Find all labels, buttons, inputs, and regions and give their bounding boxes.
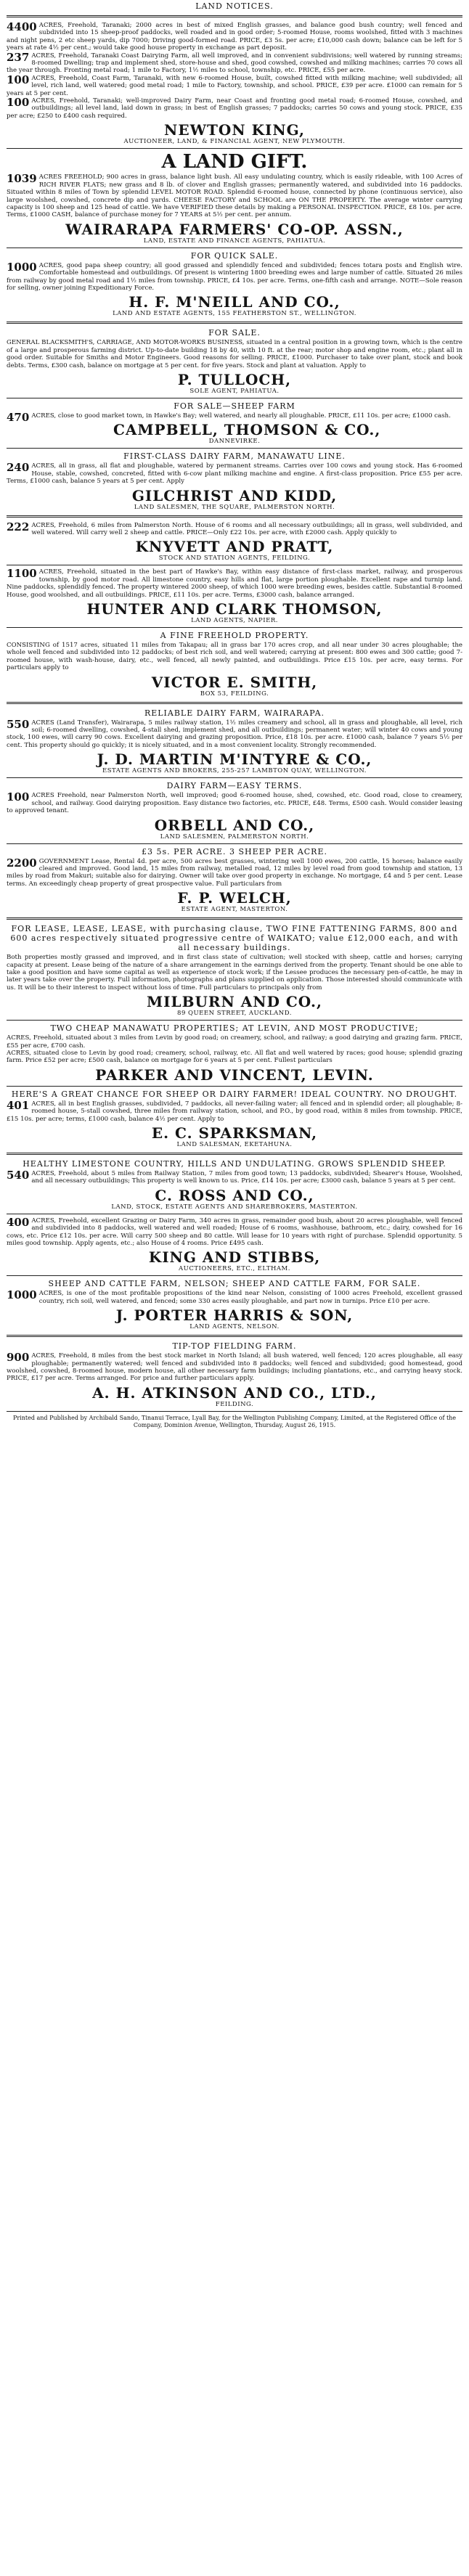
listing-text: ACRES, good papa sheep country; all good grassed and splendidly fenced and subdivided; fences totara posts and English wire. Comfortable homestead and outbuildings. Of present is wintering 1800 breeding ewes and large number of cattle. Situated 26 miles from railway by good metal road and 1½ miles from township. PRICE, £4 10s. per acre. Terms, one-fifth cash and arrange. NOTE—Sole reason for selling, owner joining Expeditionary Force. <box>7 261 462 292</box>
agent-address: LAND, STOCK, ESTATE AGENTS AND SHAREBROKERS, MASTERTON. <box>111 1203 358 1211</box>
ad-divider <box>7 627 462 628</box>
ad-orbell <box>7 777 462 840</box>
listing-text: CONSISTING of 1517 acres, situated 11 miles from Takapau; all in grass bar 170 acres crop, and all near under 30 acres ploughable; the whole well fenced and subdivided into 12 paddocks; of best rich soil, and well watered; carrying at present: 800 ewes and 300 cattle; good 7-roomed house, with wash-house, dairy, etc., well fenced, all newly painted, and outbuildings. Price £15 10s. per acre, easy terms. For particulars apply to <box>7 642 462 672</box>
listing-paragraph <box>7 954 462 991</box>
ad-hunter <box>7 565 462 624</box>
ad-divider <box>7 515 462 518</box>
listing-paragraph <box>7 568 462 599</box>
acreage-figure: 237 <box>7 50 30 64</box>
agent-name: NEWTON KING, <box>164 121 305 139</box>
agent-name: F. P. WELCH, <box>177 889 292 907</box>
listing-paragraph <box>7 1170 462 1185</box>
ad-sparksman <box>7 1086 462 1148</box>
agent-name: VICTOR E. SMITH, <box>151 673 318 691</box>
agent-address: LAND SALESMEN, THE SQUARE, PALMERSTON NORTH. <box>134 503 335 511</box>
ad-divider <box>7 1153 462 1155</box>
listing-text: ACRES Freehold, near Palmerston North, well improved; good 6-roomed house, shed, cowshed, etc. Good road, close to creamery, school, and railway. Good dairying proposition. Easy distance two factories, etc. PRICE, £48. Terms, £500 cash. Would consider leasing to approved tenant. <box>7 792 462 815</box>
ad-headline: A LAND GIFT. <box>161 151 308 173</box>
ad-parker <box>7 1020 462 1083</box>
agent-address: SOLE AGENT, PAHIATUA. <box>189 387 280 395</box>
agent-address: FEILDING. <box>215 1400 254 1408</box>
agent-name: HUNTER AND CLARK THOMSON, <box>86 600 383 618</box>
ad-divider <box>7 843 462 844</box>
agent-name: KNYVETT AND PRATT, <box>135 538 334 556</box>
listing-paragraph <box>7 462 462 485</box>
ad-king-stibbs <box>7 1214 462 1273</box>
listing-text: ACRES, Freehold, Taranaki Coast Dairying Farm, all well improved, and in convenient subdivisions; well watered by running streams; 8-roomed Dwelling; trap and implement shed, store-house and shed, good cowshed, cowshed and milking machines; carries 70 cows all the year through. Fronting metal road; 1 mile to Factory, 1½ miles to school, township, etc. PRICE, £55 per acre. <box>7 52 462 75</box>
ad-wairarapa <box>7 148 462 244</box>
agent-name: CAMPBELL, THOMSON & CO., <box>113 421 381 439</box>
acreage-figure: 222 <box>7 520 30 533</box>
listing-paragraph <box>7 522 462 537</box>
listing-paragraph <box>7 173 462 218</box>
listing-text: ACRES, Freehold, Taranaki; well-improved Dairy Farm, near Coast and fronting good metal road; 6-roomed House, cowshed, and outbuildings; all level land, laid down in grass; in best of English grasses; 7 paddocks; carries 50 cows and young stock. PRICE, £35 per acre; £250 to £400 cash required. <box>7 97 462 120</box>
listing-paragraph <box>7 642 462 672</box>
agent-name: P. TULLOCH, <box>177 370 292 388</box>
ad-headline: RELIABLE DAIRY FARM, WAIRARAPA. <box>144 708 325 718</box>
ad-atkinson <box>7 1335 462 1408</box>
acreage-figure: 4400 <box>7 20 37 33</box>
ad-divider <box>7 917 462 920</box>
listing-paragraph <box>7 719 462 750</box>
listing-text: ACRES, Freehold, situated about 3 miles from Levin by good road; on creamery, school, and railway; a good dairying and grazing farm. PRICE, £55 per acre, £700 cash. <box>7 1034 462 1050</box>
acreage-figure: 240 <box>7 461 30 475</box>
ad-divider <box>7 148 462 149</box>
acreage-figure: 1000 <box>7 1288 37 1302</box>
ad-mcneill <box>7 248 462 318</box>
agent-address: DANNEVIRKE. <box>208 438 261 446</box>
acreage-figure: 1100 <box>7 567 37 581</box>
ad-knyvett <box>7 515 462 563</box>
agent-name: ORBELL AND CO., <box>154 816 315 834</box>
listing-paragraph <box>7 1352 462 1383</box>
listing-paragraph <box>7 858 462 888</box>
ad-porter <box>7 1275 462 1330</box>
acreage-figure: 540 <box>7 1169 30 1182</box>
ad-headline: FOR LEASE, LEASE, LEASE, with purchasing clause, TWO FINE FATTENING FARMS, 800 and 600 acres respectively situated progressive centre of WAIKATO; value £12,000 each, and with all necessary buildings. <box>10 924 459 953</box>
listing-paragraph <box>7 1100 462 1123</box>
ad-divider <box>7 1086 462 1087</box>
agent-name: J. PORTER HARRIS & SON, <box>115 1307 354 1325</box>
ad-divider <box>7 777 462 778</box>
listing-text: ACRES, all in grass, all flat and ploughable, watered by permanent streams. Carries over 100 cows and young stock. Has 6-roomed House, stable, cowshed, concreted, fitted with 6-cow plant milking machine and engine. A first-class proposition. Price £55 per acre. Terms, £1000 cash, balance 5 years at 5 per cent. Apply <box>7 462 462 486</box>
acreage-figure: 100 <box>7 96 30 110</box>
ad-headline: SHEEP AND CATTLE FARM, NELSON; SHEEP AND CATTLE FARM, FOR SALE. <box>48 1279 421 1289</box>
acreage-figure: 900 <box>7 1351 30 1365</box>
listing-text: ACRES, Freehold, 6 miles from Palmerston North. House of 6 rooms and all necessary outbuildings; all in grass, well subdivided, and well watered. Will carry well 2 sheep and cattle. PRICE—Only £22 10s. per acre, with £2000 cash. Apply quickly to <box>31 521 462 536</box>
listing-text: ACRES, Freehold, 8 miles from the best stock market in North Island; all bush watered, well fenced; 120 acres ploughable, all easy ploughable; permanently watered; well fenced and subdivided into 8 paddocks; well fenced and subdivided; good homestead, good woolshed, cowshed, 8-roomed house, modern house, all other necessary farm buildings; including plantations, etc., and carrying heavy stock. PRICE, £17 per acre. Terms arranged. For price and further particulars apply. <box>7 1352 462 1383</box>
listing-text: Both properties mostly grassed and improved, and in first class state of cultivation; well stocked with sheep, cattle and horses; carrying capacity at present. Lease being of the nature of a share arrangement in the earnings derived from the property. Tenant should be one able to take a good position and have some capital as well as experience of stock work; if the Lessee produces the necessary pen-of-cattle, he may in later years take over the property. Full information, photographs and plans supplied on application. Those interested should communicate with us. It will be to their interest to inspect without loss of time. Full particulars to principals only from <box>7 954 462 991</box>
ad-headline: DAIRY FARM—EASY TERMS. <box>166 781 303 791</box>
agent-address: LAND AGENTS, NELSON. <box>189 1323 280 1331</box>
acreage-figure: 100 <box>7 790 30 804</box>
agent-address: STOCK AND STATION AGENTS, FEILDING. <box>158 555 311 563</box>
listing-paragraph <box>7 97 462 120</box>
agent-address: LAND AGENTS, NAPIER. <box>191 617 278 625</box>
agent-name: WAIRARAPA FARMERS' CO-OP. ASSN., <box>65 220 404 238</box>
ad-ross <box>7 1153 462 1211</box>
listing-text: ACRES (Land Transfer), Wairarapa, 5 miles railway station, 1½ miles creamery and school, all in grass and ploughable, all level, rich soil; 6-roomed dwelling, cowshed, 4-stall shed, implement shed, and all outbuildings; permanent water; will winter 40 cows and young stock, 100 ewes, will carry 90 cows. Excellent dairying and grazing proposition. Price, £18 10s. per acre. £1000 cash, balance 7 years 5½ per cent. This property should go quickly; it is nicely situated, and in a most convenient locality. Strongly recommended. <box>7 719 462 749</box>
listing-paragraph <box>7 410 462 424</box>
acreage-figure: 400 <box>7 1215 30 1229</box>
listing-text: ACRES, all in best English grasses, subdivided, 7 paddocks, all never-failing water; all fenced and in splendid order; all ploughable; 8-roomed house, 5-stall cowshed, three miles from railway station, school, and P.O., by good road, within 8 miles from township. PRICE, £15 10s. per acre; terms, £1000 cash, balance 4½ per cent. Apply to <box>7 1100 462 1123</box>
acreage-figure: 1039 <box>7 172 37 186</box>
ad-divider <box>7 322 462 324</box>
listing-text: GOVERNMENT Lease, Rental 4d. per acre, 500 acres best grasses, wintering well 1000 ewes, 200 cattle, 15 horses; balance easily cleared and improved. Good land, 15 miles from railway, metalled road, 12 miles by level road from good township and station, 13 miles by road from Makuri; suitable also for dairying. Owner will take over good property in exchange. No mortgage, £4 and 5 per cent. Lease terms. An exceedingly cheap property of great prospective value. Full particulars from <box>7 857 462 888</box>
agent-name: A. H. ATKINSON AND CO., LTD., <box>92 1383 377 1402</box>
listing-text: ACRES, Freehold, situated in the best part of Hawke's Bay, within easy distance of first-class market, railway, and prosperous township, by good motor road. All limestone country, easy hills and flat, large portion ploughable. Excellent rape and turnip land. Nine paddocks, splendidly fenced. The property wintered 2000 sheep, of which 1000 were breeding ewes, besides cattle. Substantial 8-roomed House, good woolshed, and all outbuildings. PRICE, £11 10s. per acre. Terms, £3000 cash, balance arranged. <box>7 568 462 599</box>
agent-name: C. ROSS AND CO., <box>155 1186 314 1204</box>
agent-address: LAND SALESMAN, EKETAHUNA. <box>176 1141 293 1148</box>
agent-name: J. D. MARTIN M'INTYRE & CO., <box>97 751 372 769</box>
ad-headline: A FINE FREEHOLD PROPERTY. <box>160 631 309 641</box>
agent-address: AUCTIONEER, LAND, & FINANCIAL AGENT, NEW PLYMOUTH. <box>123 138 346 146</box>
ad-headline: HERE'S A GREAT CHANCE FOR SHEEP OR DAIRY FARMER! IDEAL COUNTRY. NO DROUGHT. <box>11 1089 458 1099</box>
ad-headline: TIP-TOP FIELDING FARM. <box>172 1341 297 1352</box>
ad-headline: FIRST-CLASS DAIRY FARM, MANAWATU LINE. <box>123 451 346 462</box>
listing-text: GENERAL BLACKSMITH'S, CARRIAGE, AND MOTOR-WORKS BUSINESS, situated in a central position in a growing town, which is the centre of a large and prosperous farming district. Up-to-date building 18 by 40, with 10 ft. at the rear; motor shop and engine room, etc.; plant all in good order. Suitable for Smiths and Motor Engineers. Good reasons for selling. PRICE, £1000. Purchaser to take over plant, stock and book debts. Terms, £300 cash, balance on mortgage at 5 per cent. for five years. Stock and plant at valuation. Apply to <box>7 339 462 369</box>
agent-address: ESTATE AGENT, MASTERTON. <box>181 906 288 914</box>
ad-headline: HEALTHY LIMESTONE COUNTRY, HILLS AND UNDULATING. GROWS SPLENDID SHEEP. <box>23 1159 446 1169</box>
listing-paragraph <box>7 22 462 52</box>
ad-divider <box>7 448 462 449</box>
listing-paragraph <box>7 339 462 369</box>
ad-martin <box>7 702 462 775</box>
listing-text: ACRES, close to good market town, in Hawke's Bay; well watered, and nearly all ploughable. PRICE, £11 10s. per acre; £1000 cash. <box>31 412 451 420</box>
agent-name: H. F. M'NEILL AND CO., <box>129 293 340 311</box>
listing-text: ACRES, Freehold, Coast Farm, Taranaki, with new 6-roomed House, built, cowshed fitted with milking machine; well subdivided; all level, rich land, well watered; good metal road; 1 mile to Factory, township, and school. PRICE, £39 per acre. £1000 can remain for 5 years at 5 per cent. <box>7 74 462 97</box>
listing-text: ACRES, Freehold, about 5 miles from Railway Station, 7 miles from good town; 13 paddocks, subdivided; Shearer's House, Woolshed, and all necessary outbuildings; This property is well known to us. Price, £14 10s. per acre; £3000 cash, balance 5 years at 5 per cent. <box>31 1170 462 1185</box>
ad-divider <box>7 1275 462 1276</box>
acreage-figure: 401 <box>7 1098 30 1112</box>
listing-paragraph <box>7 1217 462 1248</box>
ad-divider <box>7 15 462 17</box>
agent-address: ESTATE AGENTS AND BROKERS, 255-257 LAMBTON QUAY, WELLINGTON. <box>102 767 367 775</box>
ad-divider <box>7 702 462 704</box>
agent-name: E. C. SPARKSMAN, <box>151 1124 318 1142</box>
listing-paragraph <box>7 1050 462 1065</box>
ad-divider <box>7 1020 462 1021</box>
listing-text: ACRES, Freehold, Taranaki; 2000 acres in best of mixed English grasses, and balance good bush country; well fenced and subdivided into 15 sheep-proof paddocks, well roaded and in good order; 5-roomed House, rooms woolshed, fitted with 3 machines and night pens, 2 etc sheep yards, dip 7000; Driving good-formed road. PRICE, £3 5s. per acre; £10,000 cash down; balance can be left for 5 years at rate 4½ per cent.; would take good house property in exchange as part deposit. <box>7 22 462 52</box>
section-header: LAND NOTICES. <box>195 1 274 11</box>
printer-imprint: Printed and Published by Archibald Sando, Tinanui Terrace, Lyall Bay, for the Wellington Publishing Company, Limited, at the Registered Office of the Company, Dominion Avenue, Wellington, Thursday, August 26, 1915. <box>12 1414 457 1428</box>
ad-headline: TWO CHEAP MANAWATU PROPERTIES; AT LEVIN, AND MOST PRODUCTIVE; <box>50 1023 419 1034</box>
ad-milburn <box>7 917 462 1017</box>
ad-headline: FOR SALE—SHEEP FARM <box>174 401 295 411</box>
ad-welch <box>7 843 462 914</box>
acreage-figure: 550 <box>7 717 30 731</box>
acreage-figure: 100 <box>7 73 30 86</box>
footer-rule <box>7 1411 462 1412</box>
agent-address: 89 QUEEN STREET, AUCKLAND. <box>177 1010 292 1018</box>
agent-name: KING AND STIBBS, <box>148 1248 321 1267</box>
ad-headline: £3 5s. PER ACRE. 3 SHEEP PER ACRE. <box>142 846 327 856</box>
ad-gilchrist <box>7 448 462 510</box>
listing-text: ACRES, is one of the most profitable propositions of the kind near Nelson, consisting of 1000 acres Freehold, excellent grassed country, rich soil, well watered, and fenced; some 330 acres easily ploughable, and part now in turnips. Price £10 per acre. <box>38 1290 462 1305</box>
ad-campbell <box>7 398 462 445</box>
agent-name: GILCHRIST AND KIDD, <box>131 486 338 504</box>
acreage-figure: 470 <box>7 410 30 424</box>
agent-name: MILBURN AND CO., <box>147 993 322 1011</box>
listing-text: ACRES FREEHOLD; 900 acres in grass, balance light bush. All easy undulating country, which is easily rideable, with 100 Acres of RICH RIVER FLATS; new grass and 8 lb. of clover and English grasses; permanently watered, and subdivided into 16 paddocks. Situated within 8 miles of Town by splendid LEVEL MOTOR ROAD. Splendid 6-roomed house, connected by phone (continuous service), also large woolshed, cowshed, concrete dip and yards. CHEESE FACTORY and SCHOOL are ON THE PROPERTY. The average winter carrying capacity is 100 sheep and 125 head of cattle. We have VERIFIED these details by making a PERSONAL INSPECTION. PRICE, £8 10s. per acre. Terms, £1000 CASH, balance of purchase money for 7 YEARS at 5½ per cent. per annum. <box>7 173 462 219</box>
listing-paragraph <box>7 75 462 97</box>
ads-list <box>7 15 462 1408</box>
ad-headline: FOR SALE. <box>208 328 261 338</box>
ad-newton-king <box>7 15 462 145</box>
listing-paragraph <box>7 262 462 293</box>
agent-address: LAND SALESMEN, PALMERSTON NORTH. <box>160 833 309 841</box>
listing-paragraph <box>7 1034 462 1050</box>
listing-text: ACRES, Freehold, excellent Grazing or Dairy Farm, 340 acres in grass, remainder good bush, about 20 acres ploughable, well fenced and subdivided into 8 paddocks, well watered and well roaded; House of 6 rooms, washhouse, bathroom, etc.; dairy, cowshed for 16 cows, etc. Price £12 10s. per acre. Will carry 500 sheep and 80 cattle. Will lease for 10 years with right of purchase. Splendid opportunity. 5 miles good township. Apply agents, etc.; also House of 4 rooms. Price £495 cash. <box>7 1217 462 1248</box>
listing-paragraph <box>7 1290 462 1305</box>
agent-name: PARKER AND VINCENT, LEVIN. <box>95 1066 374 1084</box>
listing-text: ACRES, situated close to Levin by good road; creamery, school, railway, etc. All flat and well watered by races; good house; splendid grazing farm. Price £52 per acre; £500 cash, balance on mortgage for 6 years at 5 per cent. Fullest particulars <box>7 1049 462 1065</box>
ad-tulloch <box>7 322 462 395</box>
agent-address: LAND AND ESTATE AGENTS, 155 FEATHERSTON ST., WELLINGTON. <box>113 310 356 318</box>
agent-address: LAND, ESTATE AND FINANCE AGENTS, PAHIATUA. <box>143 237 326 245</box>
ad-smith <box>7 627 462 698</box>
acreage-figure: 1000 <box>7 260 37 274</box>
agent-address: BOX 53, FEILDING. <box>200 690 269 698</box>
listing-paragraph <box>7 52 462 75</box>
listing-paragraph <box>7 792 462 814</box>
agent-address: AUCTIONEERS, ETC., ELTHAM. <box>179 1265 290 1273</box>
acreage-figure: 2200 <box>7 856 37 870</box>
ad-headline: FOR QUICK SALE. <box>190 250 279 261</box>
ad-divider <box>7 1335 462 1337</box>
